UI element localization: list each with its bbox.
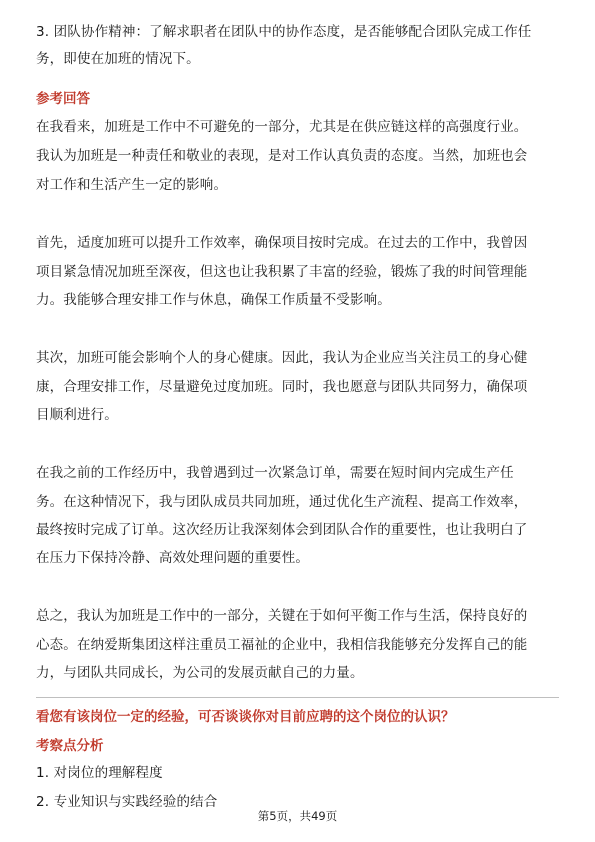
analysis-heading: 考察点分析 [36,738,104,754]
paragraph-line: 在压力下保持冷静、高效处理问题的重要性。 [36,550,309,566]
analysis-item: 2. 专业知识与实践经验的结合 [36,794,218,810]
intro-line: 务，即使在加班的情况下。 [36,51,200,67]
paragraph-line: 首先，适度加班可以提升工作效率，确保项目按时完成。在过去的工作中，我曾因 [36,235,528,251]
paragraph-line: 力，与团队共同成长，为公司的发展贡献自己的力量。 [36,665,364,681]
paragraph-line: 力。我能够合理安排工作与休息，确保工作质量不受影响。 [36,292,391,308]
analysis-item: 1. 对岗位的理解程度 [36,765,163,781]
paragraph-line: 在我看来，加班是工作中不可避免的一部分，尤其是在供应链这样的高强度行业。 [36,119,528,135]
paragraph-line: 对工作和生活产生一定的影响。 [36,177,228,193]
page-footer: 第5页，共49页 [257,809,338,823]
paragraph-line: 心态。在纳爱斯集团这样注重员工福祉的企业中，我相信我能够充分发挥自己的能 [36,637,528,653]
paragraph-line: 在我之前的工作经历中，我曾遇到过一次紧急订单，需要在短时间内完成生产任 [36,465,514,481]
paragraph-line: 务。在这种情况下，我与团队成员共同加班，通过优化生产流程、提高工作效率， [36,494,528,510]
question-heading: 看您有该岗位一定的经验，可否谈谈你对目前应聘的这个岗位的认识？ [36,709,455,725]
paragraph-line: 总之，我认为加班是工作中的一部分，关键在于如何平衡工作与生活，保持良好的 [36,608,528,624]
paragraph-line: 项目紧急情况加班至深夜，但这也让我积累了丰富的经验，锻炼了我的时间管理能 [36,264,528,280]
intro-line: 3. 团队协作精神：了解求职者在团队中的协作态度，是否能够配合团队完成工作任 [36,24,532,40]
section-divider [36,697,559,698]
reference-answer-heading: 参考回答 [36,91,90,107]
paragraph-line: 我认为加班是一种责任和敬业的表现，是对工作认真负责的态度。当然，加班也会 [36,148,528,164]
paragraph-line: 目顺利进行。 [36,407,118,423]
paragraph-line: 其次，加班可能会影响个人的身心健康。因此，我认为企业应当关注员工的身心健 [36,350,528,366]
paragraph-line: 最终按时完成了订单。这次经历让我深刻体会到团队合作的重要性，也让我明白了 [36,522,528,538]
paragraph-line: 康，合理安排工作，尽量避免过度加班。同时，我也愿意与团队共同努力，确保项 [36,379,528,395]
